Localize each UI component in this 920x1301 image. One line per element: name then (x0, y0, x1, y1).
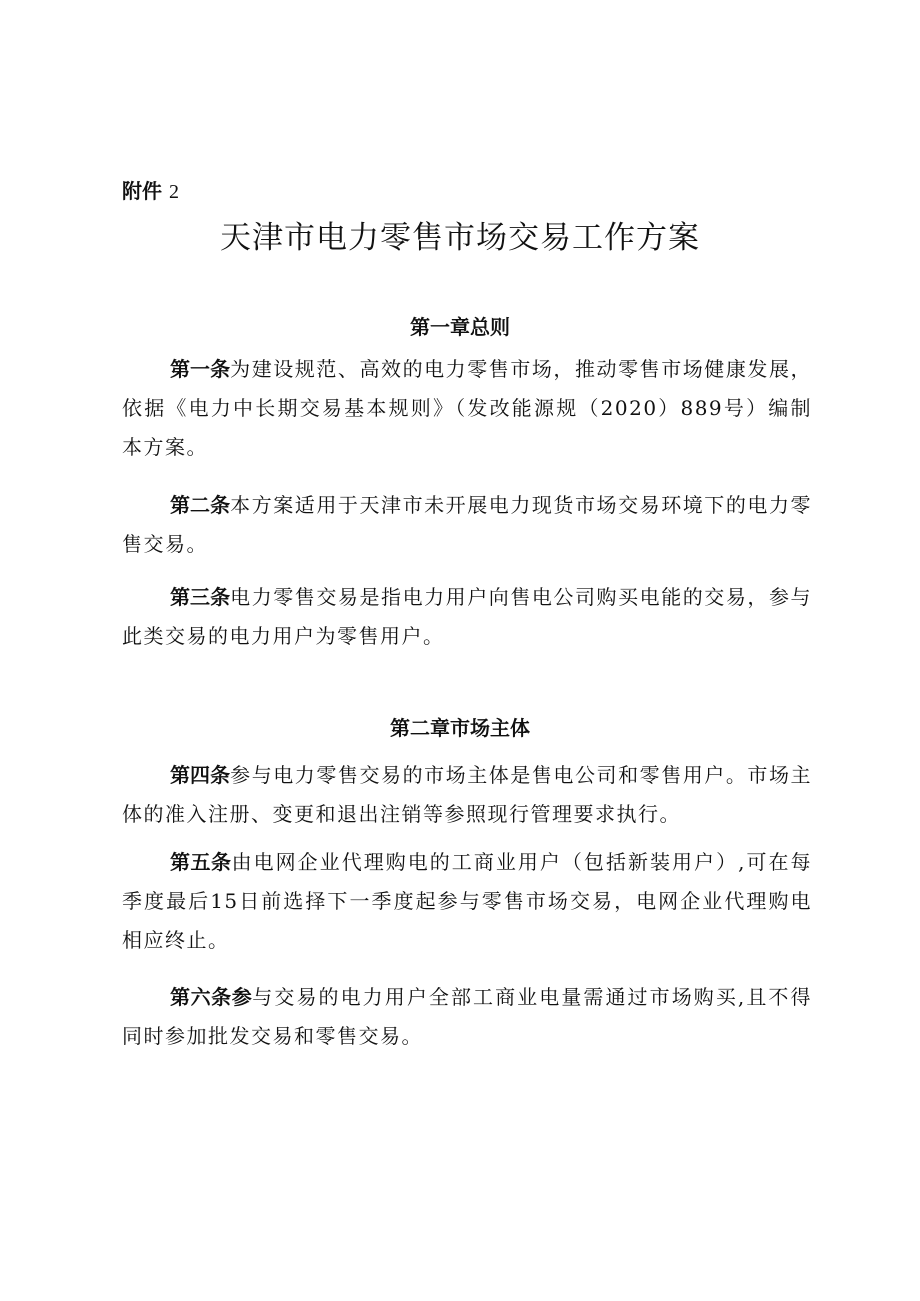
article-2 (122, 486, 812, 564)
attachment-text: 附件 (122, 179, 162, 203)
chapter-1-heading: 第一章总则 (410, 315, 510, 339)
article-label: 第三条 (170, 585, 231, 609)
article-1 (122, 350, 812, 467)
article-text: 参与电力零售交易的市场主体是售电公司和零售用户。市场主体的准入注册、变更和退出注销等参照现行管理要求执行。 (122, 763, 813, 826)
article-label: 第四条 (170, 763, 231, 787)
attachment-number: 2 (168, 181, 179, 203)
article-text: 为建设规范、高效的电力零售市场，推动零售市场健康发展，依据《电力中长期交易基本规则》（发改能源规（2020）889号）编制本方案。 (122, 357, 813, 459)
article-text: 由电网企业代理购电的工商业用户（包括新装用户）,可在每季度最后15日前选择下一季度起参与零售市场交易，电网企业代理购电相应终止。 (122, 850, 813, 952)
article-label: 第二条 (170, 493, 231, 517)
article-3 (122, 578, 812, 656)
attachment-label (122, 176, 179, 207)
document-title: 天津市电力零售市场交易工作方案 (220, 220, 700, 256)
article-label: 第六条参 (170, 985, 253, 1009)
article-5 (122, 843, 812, 960)
article-text: 电力零售交易是指电力用户向售电公司购买电能的交易，参与此类交易的电力用户为零售用户。 (122, 585, 813, 648)
article-label: 第一条 (170, 357, 231, 381)
chapter-2-heading: 第二章市场主体 (390, 716, 530, 740)
article-6 (122, 978, 812, 1056)
article-4 (122, 756, 812, 834)
article-label: 第五条 (170, 850, 232, 874)
article-text: 与交易的电力用户全部工商业电量需通过市场购买,且不得同时参加批发交易和零售交易。 (122, 985, 812, 1048)
article-text: 本方案适用于天津市未开展电力现货市场交易环境下的电力零售交易。 (122, 493, 813, 556)
